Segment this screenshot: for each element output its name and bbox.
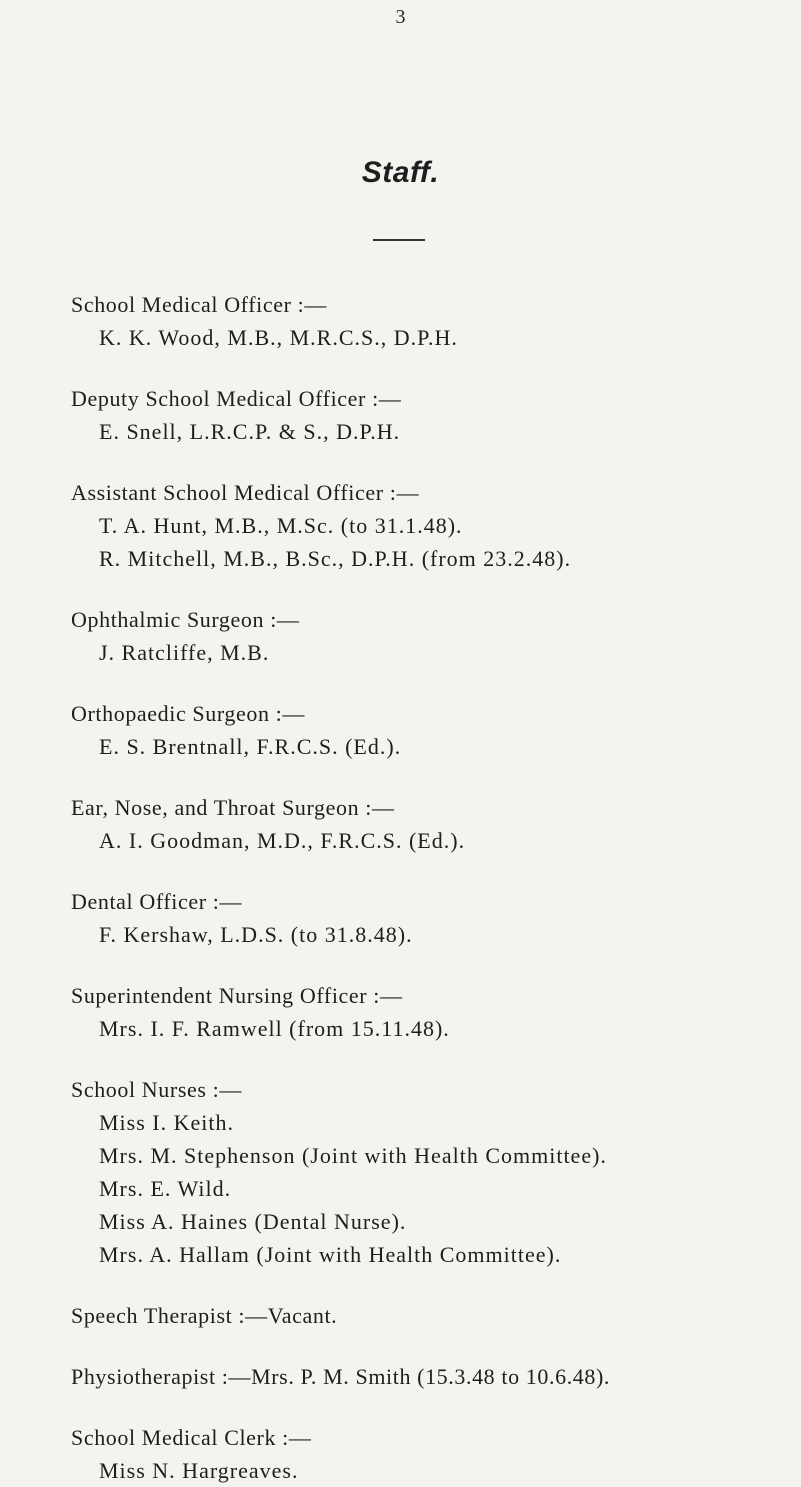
section-heading: Speech Therapist :—Vacant. <box>71 1303 338 1328</box>
staff-list <box>71 288 781 1487</box>
staff-entry: F. Kershaw, L.D.S. (to 31.8.48). <box>99 922 413 947</box>
staff-entry: J. Ratcliffe, M.B. <box>99 640 270 665</box>
section-ophthalmic-surgeon <box>71 603 781 669</box>
staff-entry: Miss I. Keith. <box>99 1110 234 1135</box>
section-speech-therapist <box>71 1299 781 1332</box>
section-heading: School Medical Officer :— <box>71 292 327 317</box>
section-physiotherapist <box>71 1360 781 1393</box>
staff-entry: E. Snell, L.R.C.P. & S., D.P.H. <box>99 419 401 444</box>
section-school-nurses <box>71 1073 781 1271</box>
section-heading: School Medical Clerk :— <box>71 1425 312 1450</box>
title-rule <box>373 239 425 241</box>
staff-entry: Miss A. Haines (Dental Nurse). <box>99 1209 407 1234</box>
staff-entry: Mrs. E. Wild. <box>99 1176 232 1201</box>
section-heading: Deputy School Medical Officer :— <box>71 386 402 411</box>
staff-entry: R. Mitchell, M.B., B.Sc., D.P.H. (from 23.2.48). <box>99 546 572 571</box>
section-deputy-school-medical-officer <box>71 382 781 448</box>
staff-entry: E. S. Brentnall, F.R.C.S. (Ed.). <box>99 734 402 759</box>
page-title: Staff. <box>361 156 440 189</box>
section-ent-surgeon <box>71 791 781 857</box>
section-heading: Assistant School Medical Officer :— <box>71 480 420 505</box>
section-school-medical-officer <box>71 288 781 354</box>
section-assistant-school-medical-officer <box>71 476 781 575</box>
staff-entry: A. I. Goodman, M.D., F.R.C.S. (Ed.). <box>99 828 466 853</box>
staff-entry: Miss N. Hargreaves. <box>99 1458 299 1483</box>
staff-entry: Mrs. M. Stephenson (Joint with Health Committee). <box>99 1143 607 1168</box>
section-superintendent-nursing-officer <box>71 979 781 1045</box>
section-heading: School Nurses :— <box>71 1077 242 1102</box>
section-heading: Dental Officer :— <box>71 889 243 914</box>
staff-entry: Mrs. A. Hallam (Joint with Health Committee). <box>99 1242 562 1267</box>
staff-entry: K. K. Wood, M.B., M.R.C.S., D.P.H. <box>99 325 458 350</box>
section-heading: Ear, Nose, and Throat Surgeon :— <box>71 795 395 820</box>
section-heading: Superintendent Nursing Officer :— <box>71 983 403 1008</box>
staff-entry: T. A. Hunt, M.B., M.Sc. (to 31.1.48). <box>99 513 463 538</box>
section-orthopaedic-surgeon <box>71 697 781 763</box>
section-dental-officer <box>71 885 781 951</box>
page-number: 3 <box>395 6 406 28</box>
section-heading: Ophthalmic Surgeon :— <box>71 607 300 632</box>
section-heading: Orthopaedic Surgeon :— <box>71 701 305 726</box>
section-school-medical-clerk <box>71 1421 781 1487</box>
section-heading: Physiotherapist :—Mrs. P. M. Smith (15.3.48 to 10.6.48). <box>71 1364 611 1389</box>
staff-entry: Mrs. I. F. Ramwell (from 15.11.48). <box>99 1016 450 1041</box>
